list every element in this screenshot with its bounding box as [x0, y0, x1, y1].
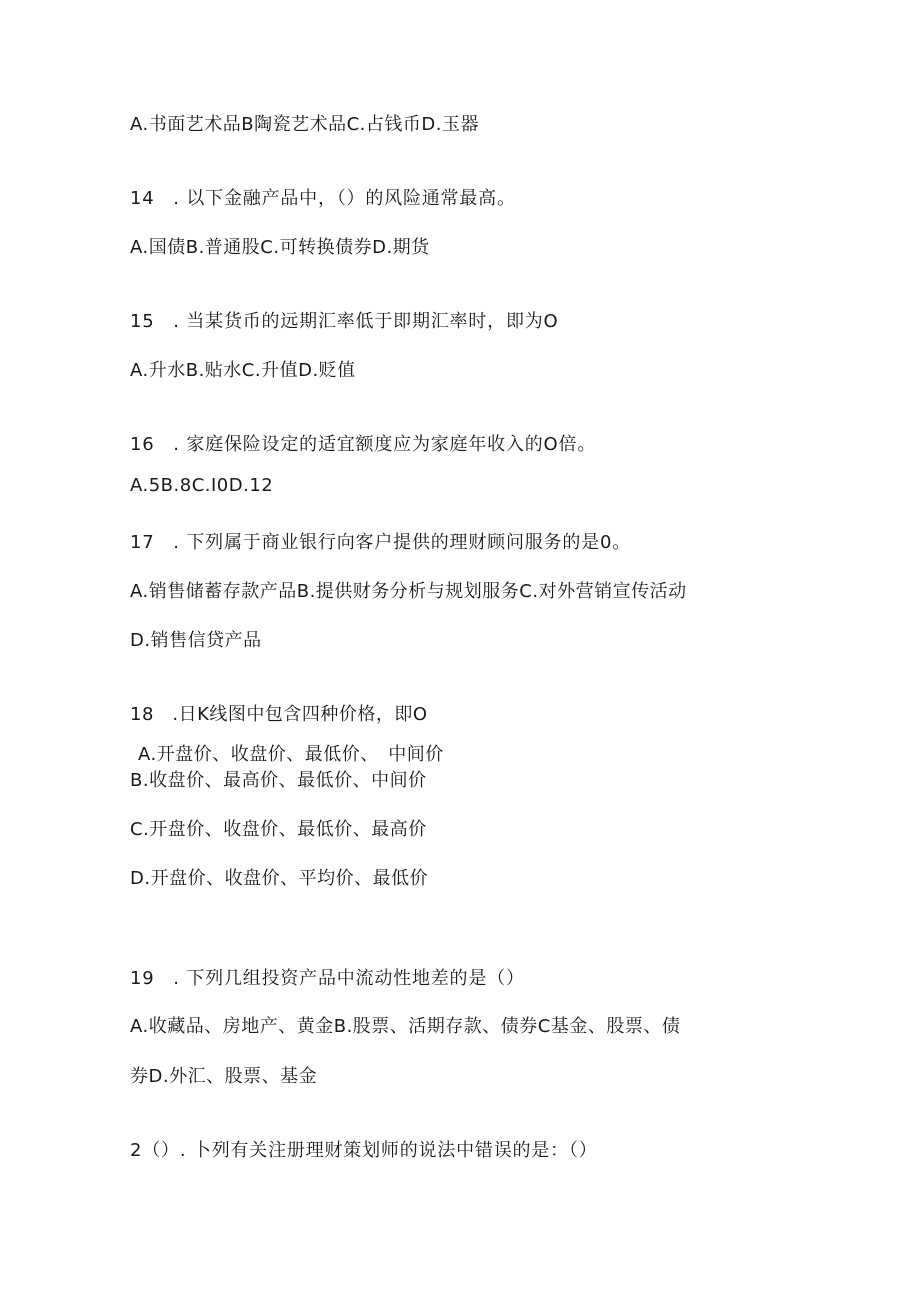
q17-options-line1: A.销售储蓄存款产品B.提供财务分析与规划服务C.对外营销宣传活动	[130, 581, 687, 602]
q16-options: A.5B.8C.I0D.12	[130, 475, 274, 496]
q14-options: A.国债B.普通股C.可转换债券D.期货	[130, 237, 430, 258]
q19-options-line1: A.收藏品、房地产、黄金B.股票、活期存款、债券C基金、股票、债	[130, 1016, 681, 1037]
q18-question: 18 .日K线图中包含四种价格，即O	[130, 704, 428, 725]
q18-option-c: C.开盘价、收盘价、最低价、最高价	[130, 819, 427, 840]
q17-question: 17 . 下列属于商业银行向客户提供的理财顾问服务的是0。	[130, 532, 631, 553]
q17-options-line2: D.销售信贷产品	[130, 630, 262, 651]
q18-option-a: A.开盘价、收盘价、最低价、 中间价	[138, 744, 444, 765]
q15-question: 15 . 当某货币的远期汇率低于即期汇率时，即为O	[130, 311, 559, 332]
q15-options: A.升水B.贴水C.升值D.贬值	[130, 360, 356, 381]
q19-options-line2: 券D.外汇、股票、基金	[130, 1066, 318, 1087]
q16-question: 16 . 家庭保险设定的适宜额度应为家庭年收入的O倍。	[130, 434, 597, 455]
q18-option-d: D.开盘价、收盘价、平均价、最低价	[130, 868, 429, 889]
q19-question: 19 . 下列几组投资产品中流动性地差的是（）	[130, 968, 525, 989]
q20-question: 2（）. 卜列有关注册理财策划师的说法中错误的是：（）	[130, 1140, 598, 1161]
q13-options: A.书面艺术品B陶瓷艺术品C.占钱币D.玉器	[130, 114, 479, 135]
q18-option-b: B.收盘价、最高价、最低价、中间价	[130, 770, 427, 791]
q14-question: 14 . 以下金融产品中，（）的风险通常最高。	[130, 188, 516, 209]
